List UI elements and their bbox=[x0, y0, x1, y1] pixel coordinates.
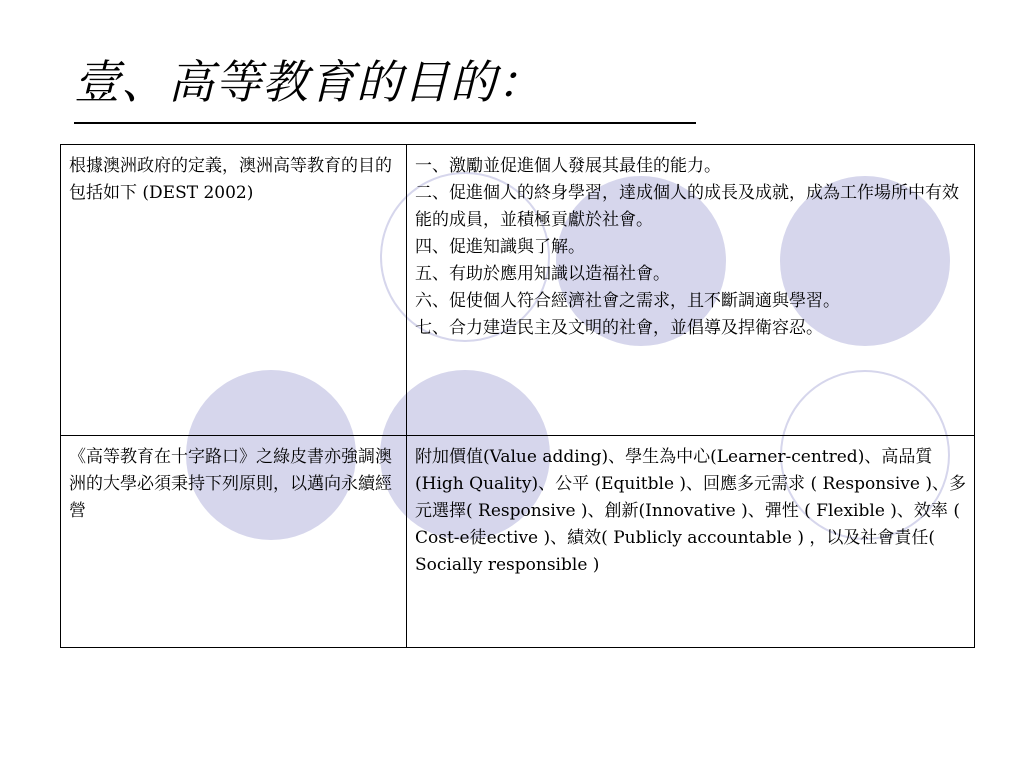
purpose-item: 五、有助於應用知識以造福社會。 bbox=[415, 264, 670, 284]
purpose-item: 二、促進個人的終身學習，達成個人的成長及成就，成為工作場所中有效能的成員，並積極貢獻於社會。 bbox=[415, 183, 959, 230]
table-row bbox=[61, 145, 975, 436]
table-cell-green-paper: 《高等教育在十字路口》之綠皮書亦強調澳洲的大學必須秉持下列原則，以邁向永續經營 bbox=[61, 436, 407, 648]
table-row bbox=[61, 436, 975, 648]
content-table bbox=[60, 144, 975, 648]
purpose-item: 六、促使個人符合經濟社會之需求，且不斷調適與學習。 bbox=[415, 291, 840, 311]
slide-title: 壹、高等教育的目的： bbox=[74, 55, 544, 109]
purpose-item: 一、激勵並促進個人發展其最佳的能力。 bbox=[415, 156, 721, 176]
table-cell-purposes bbox=[407, 145, 975, 436]
table-cell-principles: 附加價值(Value adding)、學生為中心(Learner-centred)、高品質 (High Quality)、公平 (Equitble )、回應多元需求 ( Responsive )、多元選擇( Responsive )、創新(Innovative )、彈性 ( Flexible )、效率 ( Cost-e徒ective )、績效( Publicly accountable ) ，以及社會責任( Socially responsible ) bbox=[407, 436, 975, 648]
purpose-item: 四、促進知識與了解。 bbox=[415, 237, 585, 257]
table-cell-definition: 根據澳洲政府的定義，澳洲高等教育的目的包括如下 (DEST 2002) bbox=[61, 145, 407, 436]
purpose-item: 七、合力建造民主及文明的社會，並倡導及捍衛容忍。 bbox=[415, 318, 823, 338]
title-underline bbox=[74, 122, 696, 124]
